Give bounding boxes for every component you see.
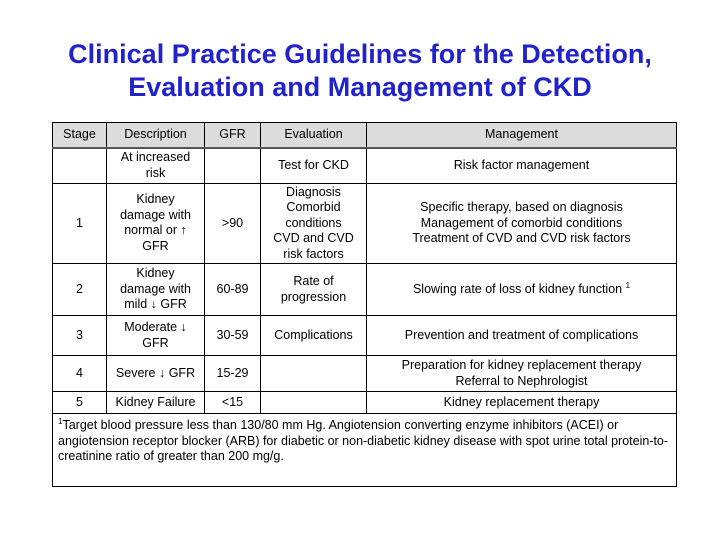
- description-cell: [107, 316, 205, 356]
- footnote-text: Target blood pressure less than 130/80 mm Hg. Angiotension converting enzyme inhibitors (ACEI) or angiotension receptor blocker (ARB) for diabetic or non-diabetic kidney disease with spot urine total protein-to-creatinine ratio of greater than 200 mg/g.: [58, 418, 669, 463]
- title-line-2: Evaluation and Management of CKD: [128, 72, 592, 102]
- cell-line: mild ↓ GFR: [124, 297, 187, 312]
- slide-title: [0, 38, 720, 104]
- cell-line: progression: [280, 289, 347, 304]
- cell-line: Slowing rate of loss of kidney function: [412, 281, 623, 296]
- gfr-cell: 30-59: [205, 316, 261, 356]
- table-row: [53, 264, 677, 316]
- evaluation-cell: [261, 183, 367, 264]
- evaluation-cell: [261, 264, 367, 316]
- evaluation-cell: [261, 316, 367, 356]
- cell-line: Diagnosis: [286, 184, 341, 199]
- management-cell: [367, 264, 677, 316]
- management-cell: [367, 148, 677, 183]
- evaluation-cell: [261, 392, 367, 414]
- table-row: [53, 392, 677, 414]
- cell-line: Kidney replacement therapy: [443, 394, 600, 409]
- gfr-cell: <15: [205, 392, 261, 414]
- header-description: Description: [107, 123, 205, 149]
- description-cell: [107, 148, 205, 183]
- cell-line: damage with: [120, 281, 191, 296]
- cell-line: CVD and CVD: [273, 231, 354, 245]
- cell-line: GFR: [142, 238, 169, 253]
- gfr-cell: >90: [205, 183, 261, 264]
- table-row: [53, 316, 677, 356]
- management-cell: [367, 392, 677, 414]
- evaluation-cell: [261, 148, 367, 183]
- gfr-cell: 15-29: [205, 356, 261, 392]
- stage-cell: 3: [53, 316, 107, 356]
- footnote-marker: 1: [58, 416, 63, 426]
- cell-line: Preparation for kidney replacement therapy: [401, 358, 642, 372]
- cell-line: Moderate ↓: [124, 320, 187, 334]
- description-cell: [107, 392, 205, 414]
- cell-line: Test for CKD: [278, 158, 349, 172]
- header-gfr: GFR: [205, 123, 261, 149]
- description-cell: [107, 356, 205, 392]
- header-row: [53, 123, 677, 149]
- header-evaluation: Evaluation: [261, 123, 367, 149]
- table-row: [53, 183, 677, 264]
- cell-line: damage with: [120, 207, 191, 222]
- cell-line: Specific therapy, based on diagnosis: [420, 200, 623, 214]
- header-stage: Stage: [53, 123, 107, 149]
- evaluation-cell: [261, 356, 367, 392]
- footnote-row: [53, 414, 677, 487]
- cell-line: At increased: [120, 150, 191, 165]
- cell-line: Complications: [274, 327, 353, 342]
- table-row: [53, 356, 677, 392]
- cell-line: risk factors: [283, 246, 344, 261]
- stage-cell: [53, 148, 107, 183]
- cell-line: Kidney: [136, 266, 175, 281]
- cell-line: Referral to Nephrologist: [455, 373, 588, 388]
- description-cell: [107, 183, 205, 264]
- footnote-ref: 1: [625, 280, 631, 290]
- cell-line: Treatment of CVD and CVD risk factors: [412, 231, 631, 245]
- stage-cell: 4: [53, 356, 107, 392]
- cell-line: Kidney Failure: [115, 394, 196, 409]
- management-cell: [367, 316, 677, 356]
- description-cell: [107, 264, 205, 316]
- cell-line: conditions: [285, 215, 342, 230]
- cell-line: normal or ↑: [124, 223, 187, 238]
- cell-line: Management of comorbid conditions: [420, 215, 623, 230]
- cell-line: GFR: [142, 335, 169, 350]
- ckd-guidelines-table: [52, 122, 677, 487]
- footnote-cell: [53, 414, 677, 487]
- cell-line: Rate of: [293, 274, 334, 288]
- stage-cell: 1: [53, 183, 107, 264]
- cell-line: Prevention and treatment of complications: [404, 327, 639, 342]
- cell-line: Comorbid: [286, 200, 341, 214]
- cell-line: Severe ↓ GFR: [115, 365, 196, 380]
- stage-cell: 2: [53, 264, 107, 316]
- gfr-cell: [205, 148, 261, 183]
- management-cell: [367, 356, 677, 392]
- cell-line: risk: [145, 165, 166, 180]
- cell-line: Risk factor management: [453, 158, 590, 172]
- title-line-1: Clinical Practice Guidelines for the Detection,: [68, 39, 652, 69]
- stage-cell: 5: [53, 392, 107, 414]
- table-row: [53, 148, 677, 183]
- cell-line: Kidney: [136, 192, 175, 207]
- gfr-cell: 60-89: [205, 264, 261, 316]
- management-cell: [367, 183, 677, 264]
- header-management: Management: [367, 123, 677, 149]
